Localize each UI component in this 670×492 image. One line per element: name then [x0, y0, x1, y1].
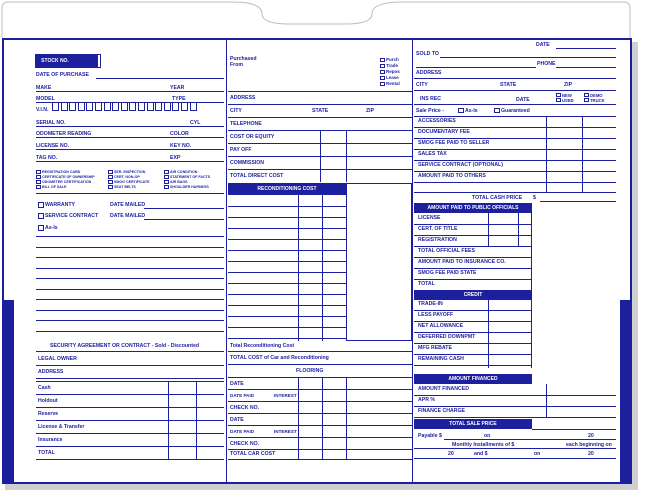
cost-col-a — [320, 130, 321, 182]
doc-item: SER. INSPECTION — [114, 170, 146, 174]
vin-char-box[interactable] — [138, 102, 145, 111]
fl-line[interactable] — [228, 449, 412, 450]
ins-rec-label: INS REC — [420, 96, 442, 102]
vin-char-box[interactable] — [147, 102, 154, 111]
fl-date-label: DATE — [230, 381, 244, 387]
tag-line[interactable] — [36, 161, 224, 162]
date-of-purchase-label: DATE OF PURCHASE — [36, 72, 89, 78]
total-sale-price-label: TOTAL SALE PRICE — [449, 421, 497, 427]
total-cash-dollar: $ — [533, 195, 536, 201]
charge-label: DOCUMENTARY FEE — [418, 129, 470, 135]
fl-line[interactable] — [228, 401, 412, 402]
note-line[interactable] — [36, 310, 224, 311]
purchase-type-label: Purch — [386, 57, 399, 62]
r-address-line[interactable] — [414, 78, 616, 79]
vin-char-box[interactable] — [95, 102, 102, 111]
sale-price-label: Sale Price - — [416, 108, 444, 114]
charge-label: SALES TAX — [418, 151, 447, 157]
note-line[interactable] — [36, 278, 224, 279]
warranty-line[interactable] — [144, 208, 224, 209]
doc-item: SEAT BELTS — [114, 185, 136, 189]
doc-item: AIR CONDITION — [170, 170, 198, 174]
recon-header-label: RECONDITIONING COST — [257, 186, 317, 192]
purchase-type-checkbox[interactable] — [380, 82, 385, 86]
divider-left-middle — [226, 40, 227, 484]
license-line[interactable] — [36, 149, 224, 150]
vin-char-box[interactable] — [121, 102, 128, 111]
recon-col-line — [298, 195, 299, 341]
stock-no-label: STOCK NO. — [41, 58, 69, 64]
vin-char-box[interactable] — [112, 102, 119, 111]
purchase-type-checkbox[interactable] — [380, 76, 385, 80]
total-car-cost-label: TOTAL CAR COST — [230, 451, 276, 457]
service-line[interactable] — [144, 219, 224, 220]
warranty-date-mailed: DATE MAILED — [110, 202, 146, 208]
vin-char-box[interactable] — [155, 102, 162, 111]
recon-row-line[interactable] — [228, 272, 346, 273]
bl-row-label: Insurance — [38, 437, 63, 443]
odometer-label: ODOMETER READING — [36, 131, 92, 137]
charge-line[interactable] — [414, 127, 616, 128]
charges-col-a — [546, 116, 547, 192]
used-label: USED — [562, 98, 574, 103]
make-line[interactable] — [36, 91, 224, 92]
note-line[interactable] — [36, 331, 224, 332]
r-state-label: STATE — [500, 82, 517, 88]
bl-row-label: License & Transfer — [38, 424, 85, 430]
bl-address-label: ADDRESS — [38, 369, 64, 375]
vin-char-box[interactable] — [61, 102, 68, 111]
monthly-installments-label: Monthly Installments of $ — [452, 442, 515, 448]
legal-owner-line[interactable] — [36, 365, 224, 366]
total-recon-label: Total Reconditioning Cost — [230, 343, 295, 349]
recon-row-line[interactable] — [228, 338, 346, 339]
charge-label: AMOUNT PAID TO OTHERS — [418, 173, 486, 179]
r-city-line[interactable] — [414, 90, 616, 91]
official-fees-header: AMOUNT PAID TO PUBLIC OFFICIALS — [427, 205, 519, 211]
serial-no-label: SERIAL NO. — [36, 120, 66, 126]
purchase-type-checkbox[interactable] — [380, 70, 385, 74]
fl-line[interactable] — [228, 413, 412, 414]
bl-total-label: TOTAL — [38, 450, 55, 456]
finance-line[interactable] — [414, 395, 616, 396]
doc-item: AIR BAGS — [170, 180, 188, 184]
security-line — [36, 351, 224, 352]
service-contract-checkbox[interactable] — [38, 213, 44, 219]
truck-checkbox[interactable] — [584, 98, 589, 102]
fee-label: LICENSE — [418, 215, 441, 221]
credit-label: DEFERRED DOWNPMT — [418, 334, 476, 340]
purchase-type-label: Rental — [386, 81, 400, 86]
vin-char-box[interactable] — [52, 102, 59, 111]
total-sale-line[interactable] — [532, 429, 616, 430]
odometer-line[interactable] — [36, 137, 224, 138]
bl-total-line[interactable] — [36, 459, 224, 460]
vin-char-box[interactable] — [129, 102, 136, 111]
flooring-label: FLOORING — [296, 368, 324, 374]
payable-on: on — [484, 433, 491, 439]
mid-city-label: CITY — [230, 108, 242, 114]
mid-address-label: ADDRESS — [230, 95, 256, 101]
finance-label: APR % — [418, 397, 436, 403]
doc-checkbox[interactable] — [108, 180, 113, 184]
credit-line[interactable] — [414, 343, 532, 344]
sold-to-line-2[interactable] — [416, 67, 536, 68]
fee-label: CERT. OF TITLE — [418, 226, 458, 232]
credit-label: TRADE-IN — [418, 301, 443, 307]
doc-checkbox[interactable] — [36, 185, 41, 189]
truck-label: TRUCK — [590, 98, 605, 103]
credit-label: REMAINING CASH — [418, 356, 464, 362]
fee-line[interactable] — [414, 257, 532, 258]
bl-col-1 — [168, 381, 169, 459]
fee-line[interactable] — [414, 268, 532, 269]
fl-interest-label: INTEREST — [274, 429, 297, 434]
doc-checkbox[interactable] — [36, 180, 41, 184]
vin-char-box[interactable] — [190, 102, 197, 111]
doc-item: REGISTRATION CARD — [42, 170, 81, 174]
fl-interest-label: INTEREST — [274, 393, 297, 398]
note-line[interactable] — [36, 247, 224, 248]
total-cost-car-recon-label: TOTAL COST of Car and Reconditioning — [230, 355, 329, 361]
left-edge-tab — [2, 300, 14, 484]
cost-col-b — [346, 130, 347, 182]
stock-no-input[interactable] — [97, 54, 101, 68]
doc-item: CERT. NON-OP — [114, 175, 140, 179]
recon-row-line[interactable] — [228, 239, 346, 240]
flooring-line — [228, 377, 412, 378]
bl-row-label: Holdout — [38, 398, 58, 404]
fl-check-no-label: CHECK NO. — [230, 441, 260, 447]
doc-item: STATEMENT OF FACTS — [170, 175, 211, 179]
fee-label: REGISTRATION — [418, 237, 457, 243]
doc-item: SMOG CERTIFICATE — [114, 180, 150, 184]
total-recon-line[interactable] — [228, 351, 412, 352]
mid-telephone-label: TELEPHONE — [230, 121, 262, 127]
recon-row-line[interactable] — [228, 316, 346, 317]
charge-line[interactable] — [414, 160, 616, 161]
credit-label: LESS PAYOFF — [418, 312, 454, 318]
purchase-type-label: Repos — [386, 69, 400, 74]
recon-row-line[interactable] — [228, 217, 346, 218]
installments-line[interactable] — [414, 448, 616, 449]
doc-checkbox[interactable] — [108, 185, 113, 189]
credit-line[interactable] — [414, 354, 532, 355]
service-contract-label: SERVICE CONTRACT — [45, 213, 99, 219]
recon-row-line[interactable] — [228, 327, 346, 328]
purchased-from-label: Purchased From — [230, 56, 257, 68]
credit-line[interactable] — [414, 321, 532, 322]
recon-row-line[interactable] — [228, 206, 346, 207]
vin-char-box[interactable] — [181, 102, 188, 111]
cyl-label: CYL — [190, 120, 201, 126]
payable-year: 20 — [588, 433, 594, 439]
service-date-mailed: DATE MAILED — [110, 213, 146, 219]
cost-or-equity-label: COST OR EQUITY — [230, 134, 275, 140]
fl-line[interactable] — [228, 437, 412, 438]
doc-checkbox[interactable] — [164, 170, 169, 174]
security-agreement-label: SECURITY AGREEMENT OR CONTRACT - Sold - Discounted — [50, 343, 199, 349]
charge-line[interactable] — [414, 182, 616, 183]
ins-date-label: DATE — [516, 97, 530, 103]
demo-checkbox[interactable] — [584, 93, 589, 97]
recon-row-line[interactable] — [228, 283, 346, 284]
legal-owner-label: LEGAL OWNER — [38, 356, 77, 362]
tag-no-label: TAG NO. — [36, 155, 58, 161]
credit-line[interactable] — [414, 365, 532, 366]
recon-side-panel[interactable] — [346, 183, 412, 341]
vin-char-box[interactable] — [69, 102, 76, 111]
recon-row-line[interactable] — [228, 294, 346, 295]
warranty-checkbox[interactable] — [38, 202, 44, 208]
serial-line[interactable] — [36, 126, 224, 127]
credit-label: NET ALLOWANCE — [418, 323, 464, 329]
finance-line[interactable] — [414, 417, 616, 418]
and-label: and $ — [474, 451, 488, 457]
sale-price-line[interactable] — [414, 116, 616, 117]
finance-col — [546, 384, 547, 417]
payable-label: Payable $ — [418, 433, 442, 439]
r-date-line[interactable] — [556, 48, 616, 49]
credit-line[interactable] — [414, 310, 532, 311]
right-edge-tab — [620, 300, 632, 484]
doc-item: ODOMETER CERTIFICATION — [42, 180, 92, 184]
bl-col-2 — [196, 381, 197, 459]
final-year: 20 — [588, 451, 594, 457]
installments-year: 20 — [448, 451, 454, 457]
total-cash-line[interactable] — [540, 201, 616, 202]
fl-date-paid-label: DATE PAID — [230, 393, 255, 398]
recon-row-line[interactable] — [228, 250, 346, 251]
pay-off-label: PAY OFF — [230, 147, 252, 153]
sold-to-label: SOLD TO — [416, 51, 439, 57]
finance-label: AMOUNT FINANCED — [418, 386, 470, 392]
fee-line[interactable] — [414, 235, 532, 236]
charge-label: SMOG FEE PAID TO SELLER — [418, 140, 490, 146]
fee-line[interactable] — [414, 224, 532, 225]
doc-item: SHOULDER HARNESS — [170, 185, 209, 189]
new-checkbox[interactable] — [556, 93, 561, 97]
fees-col-b — [518, 213, 519, 246]
fl-line[interactable] — [228, 425, 412, 426]
doc-item: BILL OF SALE — [42, 185, 67, 189]
charge-label: SERVICE CONTRACT (OPTIONAL) — [418, 162, 503, 168]
warranty-label: WARRANTY — [45, 202, 75, 208]
fl-line[interactable] — [228, 459, 412, 460]
vin-char-box[interactable] — [78, 102, 85, 111]
demo-label: DEMO — [590, 93, 603, 98]
fl-line[interactable] — [228, 389, 412, 390]
doc-checkbox[interactable] — [36, 170, 41, 174]
doc-checkbox[interactable] — [164, 180, 169, 184]
vin-label: V.I.N. — [36, 107, 49, 113]
sold-to-line[interactable] — [440, 57, 616, 58]
charge-line[interactable] — [414, 171, 616, 172]
year-label: YEAR — [170, 85, 185, 91]
model-label: MODEL — [36, 96, 55, 102]
sale-as-is-checkbox[interactable] — [458, 108, 464, 113]
charges-col-b — [582, 116, 583, 192]
note-line[interactable] — [36, 257, 224, 258]
payable-line[interactable] — [444, 439, 616, 440]
phone-line[interactable] — [556, 67, 616, 68]
recon-row-line[interactable] — [228, 305, 346, 306]
vin-char-box[interactable] — [86, 102, 93, 111]
r-address-label: ADDRESS — [416, 70, 442, 76]
date-of-purchase-line[interactable] — [96, 78, 224, 79]
vin-char-box[interactable] — [172, 102, 179, 111]
r-city-label: CITY — [416, 82, 428, 88]
as-is-checkbox[interactable] — [38, 225, 44, 231]
sale-as-is-label: As-Is — [465, 108, 478, 114]
note-line[interactable] — [36, 320, 224, 321]
doc-checkbox[interactable] — [108, 170, 113, 174]
make-label: MAKE — [36, 85, 52, 91]
doc-checkbox[interactable] — [164, 175, 169, 179]
recon-col-line — [322, 195, 323, 341]
vin-char-box[interactable] — [164, 102, 171, 111]
key-no-label: KEY NO. — [170, 143, 192, 149]
bl-row-label: Reserve — [38, 411, 59, 417]
guaranteed-label: Guaranteed — [501, 108, 530, 114]
fl-date-paid-label: DATE PAID — [230, 429, 255, 434]
mid-address-line[interactable] — [228, 104, 412, 105]
bl-row-label: Cash — [38, 385, 51, 391]
charge-line[interactable] — [414, 192, 616, 193]
exp-label: EXP — [170, 155, 181, 161]
fees-col-a — [488, 213, 489, 246]
finance-line[interactable] — [414, 406, 616, 407]
fl-check-no-label: CHECK NO. — [230, 405, 260, 411]
bl-address-line[interactable] — [36, 378, 224, 379]
license-no-label: LICENSE NO. — [36, 143, 70, 149]
doc-checkbox[interactable] — [36, 175, 41, 179]
final-line[interactable] — [414, 458, 616, 459]
phone-label: PHONE — [537, 61, 556, 67]
guaranteed-checkbox[interactable] — [494, 108, 500, 113]
total-cash-price-label: TOTAL CASH PRICE — [472, 195, 523, 201]
credit-label: MFG REBATE — [418, 345, 452, 351]
credit-header: CREDIT — [463, 292, 483, 298]
as-is-label: As-Is — [45, 225, 58, 231]
total-direct-cost-label: TOTAL DIRECT COST — [230, 173, 284, 179]
doc-checkbox[interactable] — [108, 175, 113, 179]
note-line[interactable] — [36, 268, 224, 269]
purchased-from-line[interactable] — [228, 91, 412, 92]
note-line[interactable] — [36, 289, 224, 290]
doc-checkbox[interactable] — [164, 185, 169, 189]
fee-label: TOTAL — [418, 281, 435, 287]
mid-state-label: STATE — [312, 108, 329, 114]
fee-line[interactable] — [414, 246, 532, 247]
vin-char-box[interactable] — [104, 102, 111, 111]
fee-label: TOTAL OFFICIAL FEES — [418, 248, 475, 254]
total-cost-line[interactable] — [228, 364, 412, 365]
purchase-type-checkbox[interactable] — [380, 58, 385, 62]
doc-item: CERTIFICATE OF OWNERSHIP — [42, 175, 95, 179]
divider-middle-right — [412, 40, 413, 484]
charge-line[interactable] — [414, 138, 616, 139]
ins-line[interactable] — [414, 104, 616, 105]
purchase-type-label: Trade — [386, 63, 399, 68]
charge-line[interactable] — [414, 149, 616, 150]
r-date-label: DATE — [536, 42, 550, 48]
fee-label: SMOG FEE PAID STATE — [418, 270, 477, 276]
fl-date-label: DATE — [230, 417, 244, 423]
and-on: on — [534, 451, 541, 457]
mid-city-line[interactable] — [228, 117, 412, 118]
fl-col-a — [298, 377, 299, 459]
note-line[interactable] — [36, 299, 224, 300]
finance-header: AMOUNT FINANCED — [448, 376, 498, 382]
docs-bottom-line — [36, 193, 224, 194]
purchase-type-checkbox[interactable] — [380, 64, 385, 68]
used-checkbox[interactable] — [556, 98, 561, 102]
mid-zip-label: ZIP — [366, 108, 375, 114]
type-label: TYPE — [172, 96, 186, 102]
note-line[interactable] — [36, 236, 224, 237]
purchase-type-label: Lease — [386, 75, 399, 80]
fl-col-c — [346, 377, 347, 459]
finance-label: FINANCE CHARGE — [418, 408, 465, 414]
r-zip-label: ZIP — [564, 82, 573, 88]
commission-label: COMMISSION — [230, 160, 265, 166]
color-label: COLOR — [170, 131, 189, 137]
recon-row-line[interactable] — [228, 228, 346, 229]
recon-row-line[interactable] — [228, 261, 346, 262]
fee-label: AMOUNT PAID TO INSURANCE CO. — [418, 259, 506, 265]
each-beginning-label: each beginning on — [566, 442, 612, 448]
fl-col-b — [322, 377, 323, 459]
charge-label: ACCESSORIES — [418, 118, 456, 124]
fee-line[interactable] — [414, 279, 532, 280]
new-label: NEW — [562, 93, 572, 98]
credit-line[interactable] — [414, 332, 532, 333]
